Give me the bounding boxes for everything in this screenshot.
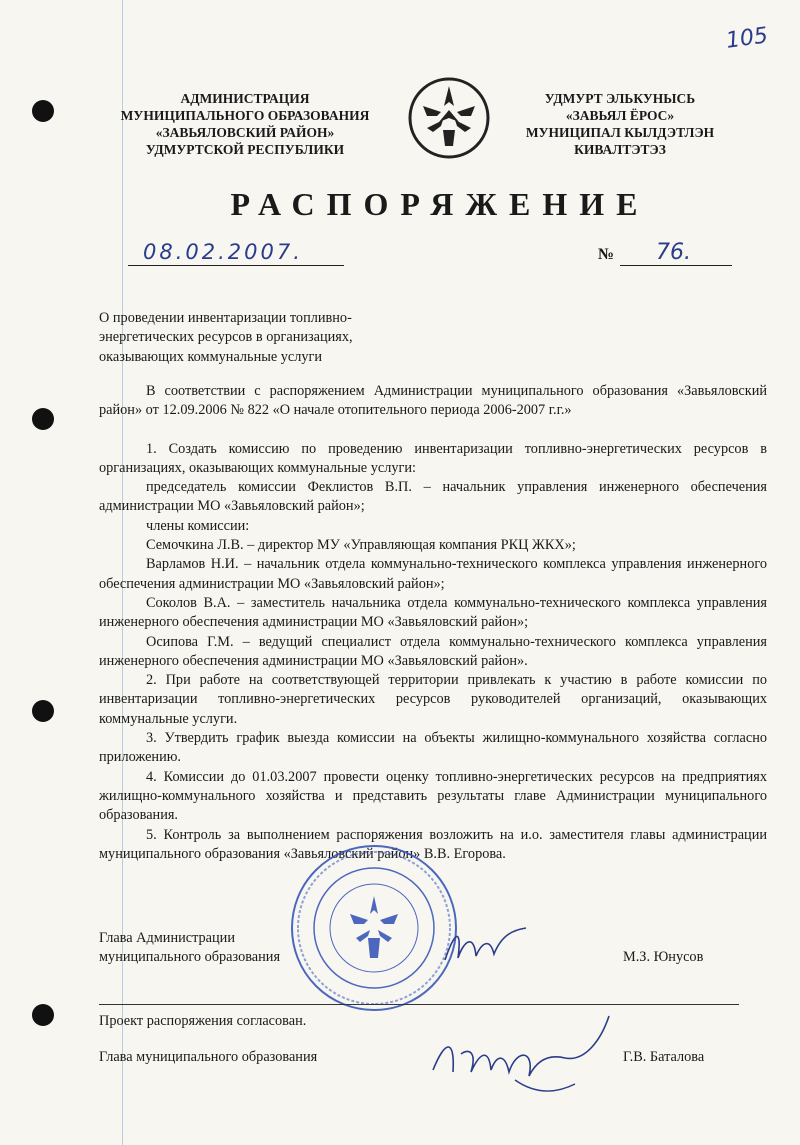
commission-members-label: члены комиссии: [146,517,250,534]
agreement-note: Проект распоряжения согласован. [99,1013,307,1029]
document-date: 08.02.2007. [143,240,303,264]
preamble: В соответствии с распоряжением Администрации муниципального образования «Завьяловский район» от 12.09.2006 № 822 «О начале отопительного периода 2006-2007 г.г.» [99,383,767,419]
header-right-line: УДМУРТ ЭЛЬКУНЫСЬ [544,91,696,106]
signatory-1-title-line: муниципального образования [99,949,281,966]
punch-hole [32,700,54,722]
header-left-line: «ЗАВЬЯЛОВСКИЙ РАЙОН» [155,125,335,140]
subject-line: оказывающих коммунальные услуги [99,348,323,365]
header-left [110,90,380,158]
punch-hole [32,408,54,430]
number-label: № [598,246,615,263]
signatory-2-name: Г.В. Баталова [623,1049,705,1065]
punch-hole [32,100,54,122]
subject-line: О проведении инвентаризации топливно- [99,310,352,326]
item-3: 3. Утвердить график выезда комиссии на объекты жилищно-коммунального хозяйства согласно приложению. [99,730,767,766]
signatory-2-title: Глава муниципального образования [99,1049,318,1065]
document-number: 76. [656,240,691,265]
item-2: 2. При работе на соответствующей территории привлекать к участию в работе комиссии по инвентаризации топливно-энергетических ресурсов руководителей организаций, оказывающих коммунальные услуги. [99,672,767,727]
item-4: 4. Комиссии до 01.03.2007 провести оценку топливно-энергетических ресурсов на предприятиях жилищно-коммунального хозяйства и представить результаты главе Администрации муниципального образования. [99,768,767,824]
header-right-line: МУНИЦИПАЛ КЫЛДЭТЛЭН [525,125,715,140]
header-left-line: УДМУРТСКОЙ РЕСПУБЛИКИ [145,142,345,157]
handwritten-signature-2 [425,1010,625,1095]
header-left-line: АДМИНИСТРАЦИЯ [180,91,310,106]
member-semochkina: Семочкина Л.В. – директор МУ «Управляющая компания РКЦ ЖКХ»; [146,537,576,554]
document-body [99,382,767,864]
header-right-line: «ЗАВЬЯЛ ЁРОС» [565,108,675,123]
document-title: РАСПОРЯЖЕНИЕ [230,186,650,222]
member-varlamov: Варламов Н.И. – начальник отдела коммунально-технического комплекса управления инженерного обеспечения администрации МО «Завьяловский район»; [99,556,767,592]
header-right [505,90,735,158]
divider [99,1004,739,1005]
page-number: 105 [724,23,770,54]
number-underline [620,265,732,266]
subject-line: энергетических ресурсов в организациях, [99,329,353,346]
emblem-logo [407,76,491,160]
document-subject [99,309,353,367]
commission-chair: председатель комиссии Феклистов В.П. – начальник управления инженерного обеспечения администрации МО «Завьяловский район»; [99,479,767,515]
member-osipova: Осипова Г.М. – ведущий специалист отдела коммунально-технического комплекса управления инженерного обеспечения администрации МО «Завьяловский район». [99,633,767,669]
date-underline [128,265,344,266]
signatory-1-title-line: Глава Администрации [99,930,235,946]
handwritten-signature-1 [440,920,530,970]
official-stamp [288,842,460,1014]
punch-hole [32,1004,54,1026]
header-left-line: МУНИЦИПАЛЬНОГО ОБРАЗОВАНИЯ [120,108,370,123]
header-right-line: КИВАЛТЭТЭЗ [574,142,666,157]
signatory-1-name: М.З. Юнусов [623,949,704,965]
item-5: 5. Контроль за выполнением распоряжения возложить на и.о. заместителя главы администрации муниципального образования «Завьяловский район» В.В. Егорова. [99,826,767,862]
item-1: 1. Создать комиссию по проведению инвентаризации топливно-энергетических ресурсов в организациях, оказывающих коммунальные услуги: [99,440,767,476]
signatory-1-title [99,929,280,968]
member-sokolov: Соколов В.А. – заместитель начальника отдела коммунально-технического комплекса управления инженерного обеспечения администрации МО «Завьяловский район»; [99,594,767,631]
